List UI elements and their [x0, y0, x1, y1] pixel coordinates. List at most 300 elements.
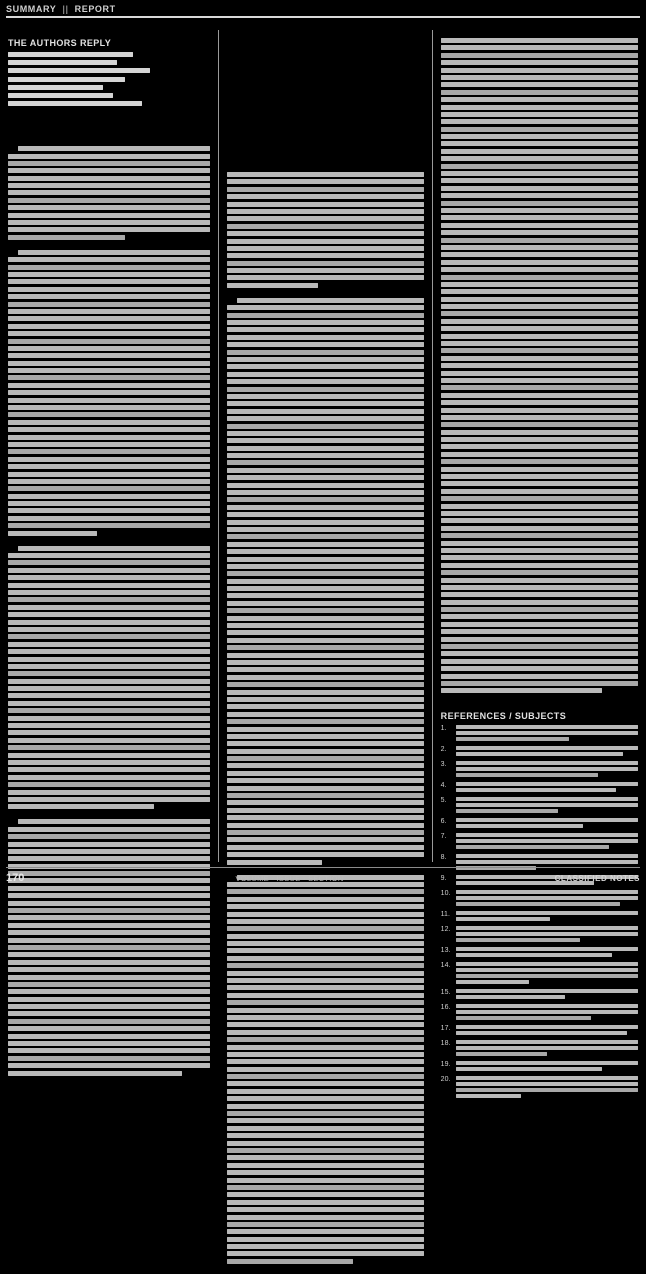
text-line — [441, 688, 603, 693]
text-line — [227, 202, 423, 207]
text-line — [227, 401, 423, 406]
reference-item[interactable] — [441, 890, 638, 908]
text-line — [441, 297, 638, 302]
text-line — [456, 809, 558, 813]
text-line — [441, 467, 638, 472]
text-line — [441, 53, 638, 58]
text-line — [8, 383, 210, 388]
text-line — [227, 712, 423, 717]
text-line — [227, 453, 423, 458]
text-line — [8, 701, 210, 706]
text-line — [8, 501, 210, 506]
text-line — [227, 409, 423, 414]
left-para-4 — [8, 819, 210, 1075]
text-line — [227, 379, 423, 384]
text-line — [227, 239, 423, 244]
text-line — [8, 797, 210, 802]
text-line — [456, 854, 638, 858]
mid-para-2 — [227, 298, 423, 865]
text-line — [456, 833, 638, 837]
text-line — [441, 245, 638, 250]
text-line — [227, 763, 423, 768]
text-line — [8, 723, 210, 728]
reference-text — [456, 1040, 638, 1058]
reference-number: 13. — [440, 947, 451, 955]
text-line — [8, 583, 210, 588]
text-line — [8, 227, 210, 232]
text-line — [8, 693, 210, 698]
reference-text — [456, 1076, 638, 1100]
page-footer — [6, 870, 640, 886]
text-line — [8, 464, 210, 469]
text-line — [8, 915, 210, 920]
text-line — [227, 926, 423, 931]
text-line — [456, 1031, 627, 1035]
text-line — [8, 849, 210, 854]
text-line — [456, 1010, 638, 1014]
text-line — [8, 708, 210, 713]
text-line — [227, 741, 423, 746]
text-line — [8, 198, 210, 203]
text-line — [227, 520, 423, 525]
text-line — [441, 385, 638, 390]
text-line — [441, 563, 638, 568]
text-line — [456, 938, 580, 942]
text-line — [456, 1040, 638, 1044]
text-line — [441, 585, 638, 590]
text-line — [8, 568, 210, 573]
text-line — [441, 637, 638, 642]
author-line — [8, 60, 117, 65]
text-line — [227, 645, 423, 650]
text-line — [227, 1259, 353, 1264]
reference-item[interactable] — [441, 1061, 638, 1073]
text-line — [227, 416, 423, 421]
reference-number: 2. — [440, 746, 447, 754]
text-line — [441, 629, 638, 634]
reference-number: 20. — [440, 1076, 451, 1084]
text-line — [227, 1000, 423, 1005]
text-line — [8, 449, 210, 454]
text-line — [8, 730, 210, 735]
text-line — [441, 555, 638, 560]
text-line — [441, 82, 638, 87]
text-line — [441, 90, 638, 95]
text-line — [227, 216, 423, 221]
reference-item[interactable] — [441, 947, 638, 959]
author-line — [8, 85, 103, 90]
text-line — [227, 438, 423, 443]
text-line — [227, 483, 423, 488]
left-top-spacer — [8, 26, 210, 38]
text-line — [456, 896, 638, 900]
text-line — [227, 601, 423, 606]
text-line — [8, 405, 210, 410]
text-line — [456, 824, 584, 828]
mid-para-1 — [227, 172, 423, 288]
text-line — [8, 316, 210, 321]
text-line — [8, 435, 210, 440]
text-line — [441, 363, 638, 368]
text-line — [227, 1030, 423, 1035]
text-line — [227, 527, 423, 532]
text-line — [441, 378, 638, 383]
text-line — [8, 782, 210, 787]
text-line — [8, 390, 210, 395]
paragraph-gap — [8, 1080, 210, 1086]
text-line — [441, 208, 638, 213]
text-line — [8, 827, 210, 832]
text-line — [456, 1061, 638, 1065]
text-line — [227, 1045, 423, 1050]
text-line — [8, 1019, 210, 1024]
text-line — [227, 1215, 423, 1220]
text-line — [8, 679, 210, 684]
text-line — [441, 311, 638, 316]
text-line — [456, 761, 638, 765]
text-line — [227, 357, 423, 362]
text-line — [441, 127, 638, 132]
text-line — [227, 889, 423, 894]
text-line — [227, 1022, 423, 1027]
text-line — [227, 372, 423, 377]
reference-item[interactable] — [441, 1076, 638, 1100]
text-line — [441, 526, 638, 531]
text-line — [227, 490, 423, 495]
reference-item[interactable] — [441, 833, 638, 851]
text-line — [227, 179, 423, 184]
text-line — [8, 760, 210, 765]
text-line — [8, 997, 210, 1002]
author-line — [8, 52, 133, 57]
text-line — [227, 786, 423, 791]
text-line — [8, 154, 210, 159]
reference-item[interactable] — [441, 746, 638, 758]
author-line — [8, 68, 150, 73]
text-line — [8, 612, 210, 617]
text-line — [227, 623, 423, 628]
text-line — [8, 716, 210, 721]
reference-item[interactable] — [441, 1040, 638, 1058]
text-line — [456, 911, 638, 915]
text-line — [227, 187, 423, 192]
text-line — [227, 1074, 423, 1079]
reference-item[interactable] — [441, 962, 638, 986]
text-line — [441, 178, 638, 183]
text-line — [8, 457, 210, 462]
text-line — [227, 342, 423, 347]
text-line — [8, 235, 125, 240]
text-line — [8, 790, 210, 795]
text-line — [456, 968, 638, 972]
text-line — [227, 1104, 423, 1109]
text-line — [8, 775, 210, 780]
text-line — [441, 533, 638, 538]
reference-text — [456, 725, 638, 743]
text-line — [456, 1082, 638, 1086]
text-line — [8, 893, 210, 898]
text-line — [441, 112, 638, 117]
text-line — [227, 616, 423, 621]
text-line — [456, 947, 638, 951]
text-line — [456, 962, 638, 966]
text-line — [227, 564, 423, 569]
text-line — [441, 437, 638, 442]
text-line — [8, 531, 97, 536]
text-line — [8, 930, 210, 935]
text-line — [8, 745, 210, 750]
text-line — [227, 194, 423, 199]
text-line — [441, 319, 638, 324]
text-line — [8, 368, 210, 373]
left-body-text — [8, 146, 210, 1085]
text-line — [227, 948, 423, 953]
text-line — [227, 1008, 423, 1013]
text-line — [8, 767, 210, 772]
reference-item[interactable] — [441, 761, 638, 779]
text-line — [8, 508, 210, 513]
text-line — [441, 459, 638, 464]
text-line — [8, 398, 210, 403]
reference-item[interactable] — [441, 1004, 638, 1022]
text-line — [441, 75, 638, 80]
text-line — [441, 223, 638, 228]
text-line — [8, 671, 210, 676]
text-line — [441, 481, 638, 486]
text-line — [8, 553, 210, 558]
text-line — [8, 1048, 210, 1053]
text-line — [441, 592, 638, 597]
text-line — [441, 474, 638, 479]
column-left — [6, 26, 218, 862]
text-line — [441, 622, 638, 627]
text-line — [441, 489, 638, 494]
reference-number: 8. — [440, 854, 447, 862]
text-line — [227, 335, 423, 340]
text-line — [227, 690, 423, 695]
reference-item[interactable] — [441, 797, 638, 815]
author-line — [8, 93, 113, 98]
author-affiliation-block — [8, 52, 210, 106]
reference-item[interactable] — [441, 725, 638, 743]
text-line — [227, 557, 423, 562]
text-line — [8, 1034, 210, 1039]
reference-item[interactable] — [441, 989, 638, 1001]
reference-item[interactable] — [441, 1025, 638, 1037]
authors-reply-heading: THE AUTHORS REPLY — [8, 38, 112, 48]
text-line — [441, 422, 638, 427]
text-line — [227, 542, 423, 547]
text-line — [8, 834, 210, 839]
text-line — [441, 393, 638, 398]
text-line — [456, 1046, 638, 1050]
text-line — [8, 1026, 210, 1031]
text-line — [227, 394, 423, 399]
text-line — [456, 803, 638, 807]
footer-right-label: CLASSIFIED NOTES — [554, 873, 640, 883]
text-line — [8, 952, 210, 957]
text-line — [456, 767, 638, 771]
text-line — [8, 649, 210, 654]
text-line — [441, 666, 638, 671]
text-line — [8, 302, 210, 307]
text-line — [227, 823, 423, 828]
text-line — [8, 856, 210, 861]
right-para-1 — [441, 38, 638, 693]
text-line — [227, 549, 423, 554]
reference-number: 7. — [440, 833, 447, 841]
text-line — [227, 387, 423, 392]
text-line — [8, 975, 210, 980]
text-line — [8, 901, 210, 906]
text-line — [441, 408, 638, 413]
reference-item[interactable] — [441, 818, 638, 830]
text-line — [441, 289, 638, 294]
text-line — [8, 657, 210, 662]
text-line — [227, 534, 423, 539]
left-para-3 — [8, 546, 210, 810]
text-line — [227, 305, 423, 310]
text-line — [441, 348, 638, 353]
text-line — [8, 842, 210, 847]
text-line — [441, 341, 638, 346]
reference-item[interactable] — [441, 782, 638, 794]
text-line — [8, 494, 210, 499]
reference-list — [441, 725, 638, 1100]
text-line — [227, 446, 423, 451]
text-line — [441, 674, 638, 679]
text-line — [8, 279, 210, 284]
column-middle — [219, 26, 431, 862]
text-line — [227, 586, 423, 591]
text-line — [8, 597, 210, 602]
paragraph-gap — [227, 1268, 423, 1274]
text-line — [8, 1071, 182, 1076]
text-line — [8, 908, 210, 913]
text-line — [227, 956, 423, 961]
text-line — [227, 941, 423, 946]
reference-text — [456, 890, 638, 908]
text-line — [227, 697, 423, 702]
text-line — [227, 734, 423, 739]
text-line — [227, 749, 423, 754]
reference-number: 18. — [440, 1040, 451, 1048]
text-line — [227, 1178, 423, 1183]
reference-number: 11. — [440, 911, 450, 919]
reference-number: 6. — [440, 818, 447, 826]
text-line — [8, 272, 210, 277]
text-line — [441, 681, 638, 686]
text-line — [227, 1081, 423, 1086]
text-line — [227, 793, 423, 798]
text-line — [227, 919, 423, 924]
text-line — [8, 1063, 210, 1068]
text-line — [441, 201, 638, 206]
text-line — [227, 904, 423, 909]
text-line — [8, 686, 210, 691]
text-line — [456, 917, 551, 921]
text-line — [227, 593, 423, 598]
reference-item[interactable] — [441, 911, 638, 923]
mid-para-3 — [227, 875, 423, 1264]
text-line — [227, 1222, 423, 1227]
reference-text — [456, 1025, 638, 1037]
text-line — [8, 523, 210, 528]
text-line — [8, 620, 210, 625]
text-line — [456, 731, 638, 735]
text-line — [456, 1025, 638, 1029]
text-line — [227, 1015, 423, 1020]
text-line — [8, 331, 210, 336]
reference-number: 1. — [440, 725, 447, 733]
text-line — [227, 704, 423, 709]
text-line — [441, 60, 638, 65]
text-line — [227, 579, 423, 584]
text-line — [237, 298, 423, 303]
text-line — [227, 431, 423, 436]
text-line — [441, 607, 638, 612]
text-line — [8, 309, 210, 314]
text-line — [227, 934, 423, 939]
text-line — [441, 430, 638, 435]
text-line — [8, 205, 210, 210]
text-line — [227, 172, 423, 177]
text-line — [441, 105, 638, 110]
text-line — [441, 149, 638, 154]
reference-number: 10. — [440, 890, 451, 898]
reference-number: 19. — [440, 1061, 451, 1069]
reference-number: 4. — [440, 782, 447, 790]
text-line — [456, 1088, 638, 1092]
text-line — [227, 675, 423, 680]
middle-body-text — [227, 172, 423, 1274]
text-line — [441, 38, 638, 43]
text-line — [227, 653, 423, 658]
text-line — [227, 1244, 423, 1249]
text-line — [8, 960, 210, 965]
reference-text — [456, 962, 638, 986]
text-line — [227, 1237, 423, 1242]
text-line — [8, 989, 210, 994]
text-line — [456, 797, 638, 801]
text-line — [227, 261, 423, 266]
text-line — [227, 808, 423, 813]
text-line — [8, 190, 210, 195]
text-line — [8, 183, 210, 188]
text-line — [8, 486, 210, 491]
text-line — [8, 427, 210, 432]
text-line — [441, 614, 638, 619]
text-line — [441, 371, 638, 376]
text-line — [227, 505, 423, 510]
text-line — [456, 1067, 602, 1071]
reference-number: 14. — [440, 962, 451, 970]
text-line — [8, 945, 210, 950]
text-line — [441, 452, 638, 457]
left-para-1 — [8, 146, 210, 240]
text-line — [456, 980, 529, 984]
text-line — [8, 220, 210, 225]
reference-item[interactable] — [441, 926, 638, 944]
text-line — [456, 989, 638, 993]
text-line — [8, 161, 210, 166]
text-line — [441, 141, 638, 146]
text-line — [8, 1011, 210, 1016]
text-line — [8, 642, 210, 647]
text-line — [8, 804, 154, 809]
text-line — [441, 267, 638, 272]
text-line — [8, 1004, 210, 1009]
